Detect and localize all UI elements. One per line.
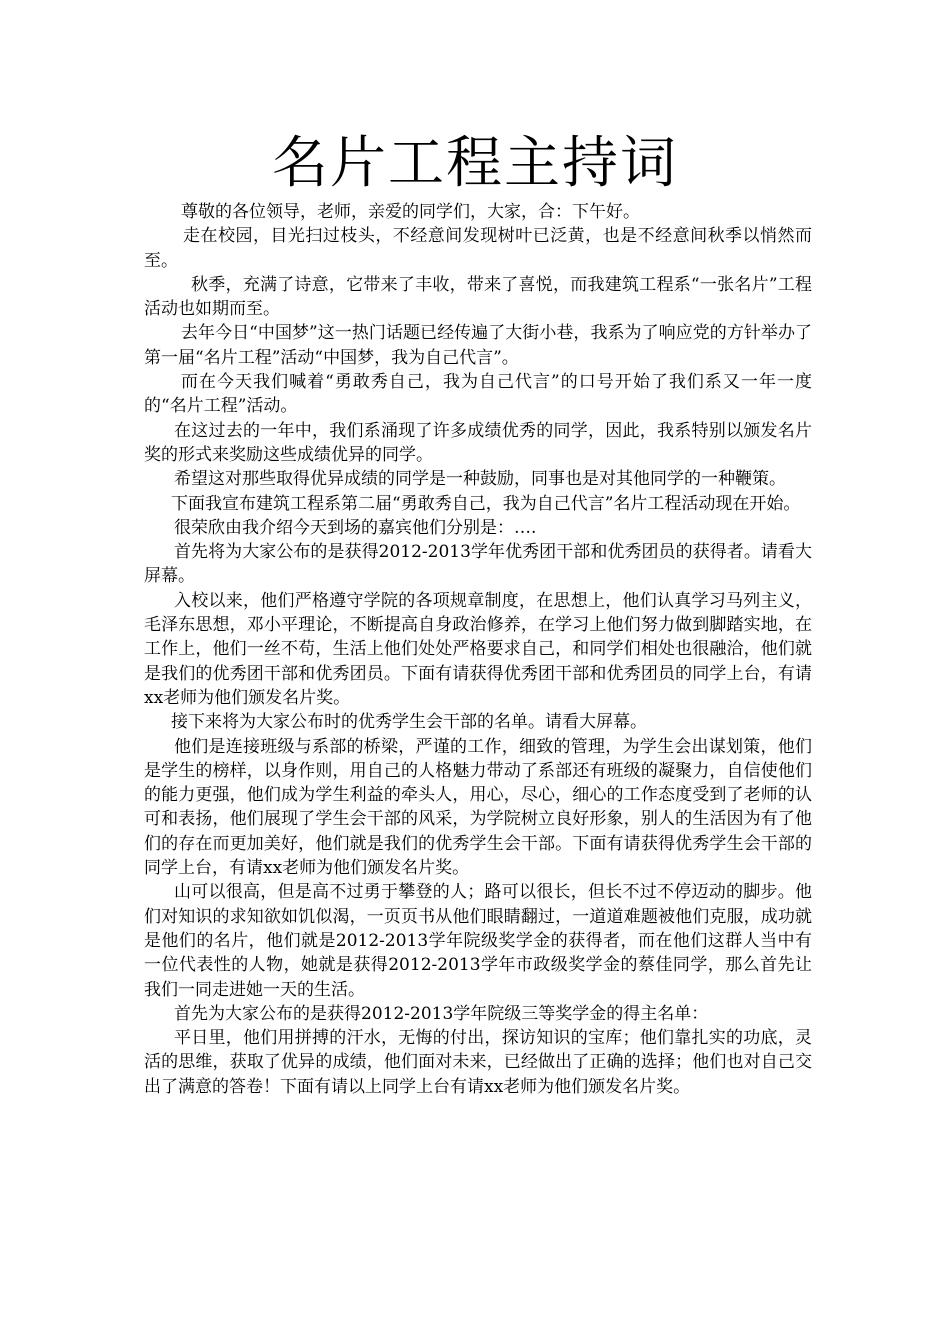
paragraph-past-year: 在这过去的一年中，我们系涌现了许多成绩优秀的同学，因此，我系特别以颁发名片奖的形式来奖励这些成绩优异的同学。 <box>144 420 812 465</box>
paragraph-slogan: 而在今天我们喊着“勇敢秀自己，我为自己代言”的口号开始了我们系又一年一度的“名片工程”活动。 <box>144 372 812 417</box>
paragraph-union-intro: 接下来将为大家公布时的优秀学生会干部的名单。请看大屏幕。 <box>171 712 647 733</box>
paragraph-hope: 希望这对那些取得优异成绩的同学是一种鼓励，同事也是对其他同学的一种鞭策。 <box>174 469 786 490</box>
paragraph-scholarship-intro: 山可以很高，但是高不过勇于攀登的人；路可以很长，但长不过不停迈动的脚步。他们对知识的求知欲如饥似渴，一页页书从他们眼睛翻过，一道道难题被他们克服，成功就是他们的名片，他们就是2012-2013学年院级奖学金的获得者，而在他们这群人当中有一位代表性的人物，她就是获得2012-2013学年市政级奖学金的蔡佳同学，那么首先让我们一同走进她一天的生活。 <box>144 882 812 1000</box>
paragraph-league-award-body: 入校以来，他们严格遵守学院的各项规章制度，在思想上，他们认真学习马列主义，毛泽东思想，邓小平理论，不断提高自身政治修养，在学习上他们努力做到脚踏实地，在工作上，他们一丝不苟，生活上他们处处严格要求自己，和同学们相处也很融洽，他们就是我们的优秀团干部和优秀团员。下面有请获得优秀团干部和优秀团员的同学上台，有请xx老师为他们颁发名片奖。 <box>144 590 812 708</box>
document-body <box>144 200 812 1099</box>
paragraph-autumn-poetry: 秋季，充满了诗意，它带来了丰收，带来了喜悦，而我建筑工程系“一张名片”工程活动也如期而至。 <box>144 274 812 320</box>
paragraph-third-prize-list: 首先为大家公布的是获得2012-2013学年院级三等奖学金的得主名单： <box>174 1003 709 1024</box>
paragraph-third-prize-body: 平日里，他们用拼搏的汗水，无悔的付出，探访知识的宝库；他们靠扎实的功底，灵活的思维，获取了优异的成绩，他们面对未来，已经做出了正确的选择；他们也对自己交出了满意的答卷！下面有请以上同学上台有请xx老师为他们颁发名片奖。 <box>144 1028 812 1097</box>
paragraph-league-award-intro: 首先将为大家公布的是获得2012-2013学年优秀团干部和优秀团员的获得者。请看大屏幕。 <box>144 542 812 587</box>
paragraph-guests: 很荣欣由我介绍今天到场的嘉宾他们分别是：…. <box>174 517 537 538</box>
paragraph-greeting: 尊敬的各位领导，老师，亲爱的同学们，大家，合：下午好。 <box>181 202 640 222</box>
paragraph-autumn-campus: 走在校园，目光扫过枝头，不经意间发现树叶已泛黄，也是不经意间秋季以悄然而至。 <box>144 226 812 271</box>
paragraph-announce-start: 下面我宣布建筑工程系第二届“勇敢秀自己，我为自己代言”名片工程活动现在开始。 <box>171 493 801 514</box>
paragraph-last-year: 去年今日“中国梦”这一热门话题已经传遍了大街小巷，我系为了响应党的方针举办了第一届“名片工程”活动“中国梦，我为自己代言”。 <box>144 323 812 368</box>
paragraph-union-body: 他们是连接班级与系部的桥梁，严谨的工作，细致的管理，为学生会出谋划策，他们是学生的榜样，以身作则，用自己的人格魅力带动了系部还有班级的凝聚力，自信使他们的能力更强，他们成为学生利益的牵头人，用心，尽心，细心的工作态度受到了老师的认可和表扬，他们展现了学生会干部的风采，为学院树立良好形象，别人的生活因为有了他们的存在而更加美好，他们就是我们的优秀学生会干部。下面有请获得优秀学生会干部的同学上台，有请xx老师为他们颁发名片奖。 <box>144 736 812 879</box>
document-title: 名片工程主持词 <box>272 131 678 196</box>
